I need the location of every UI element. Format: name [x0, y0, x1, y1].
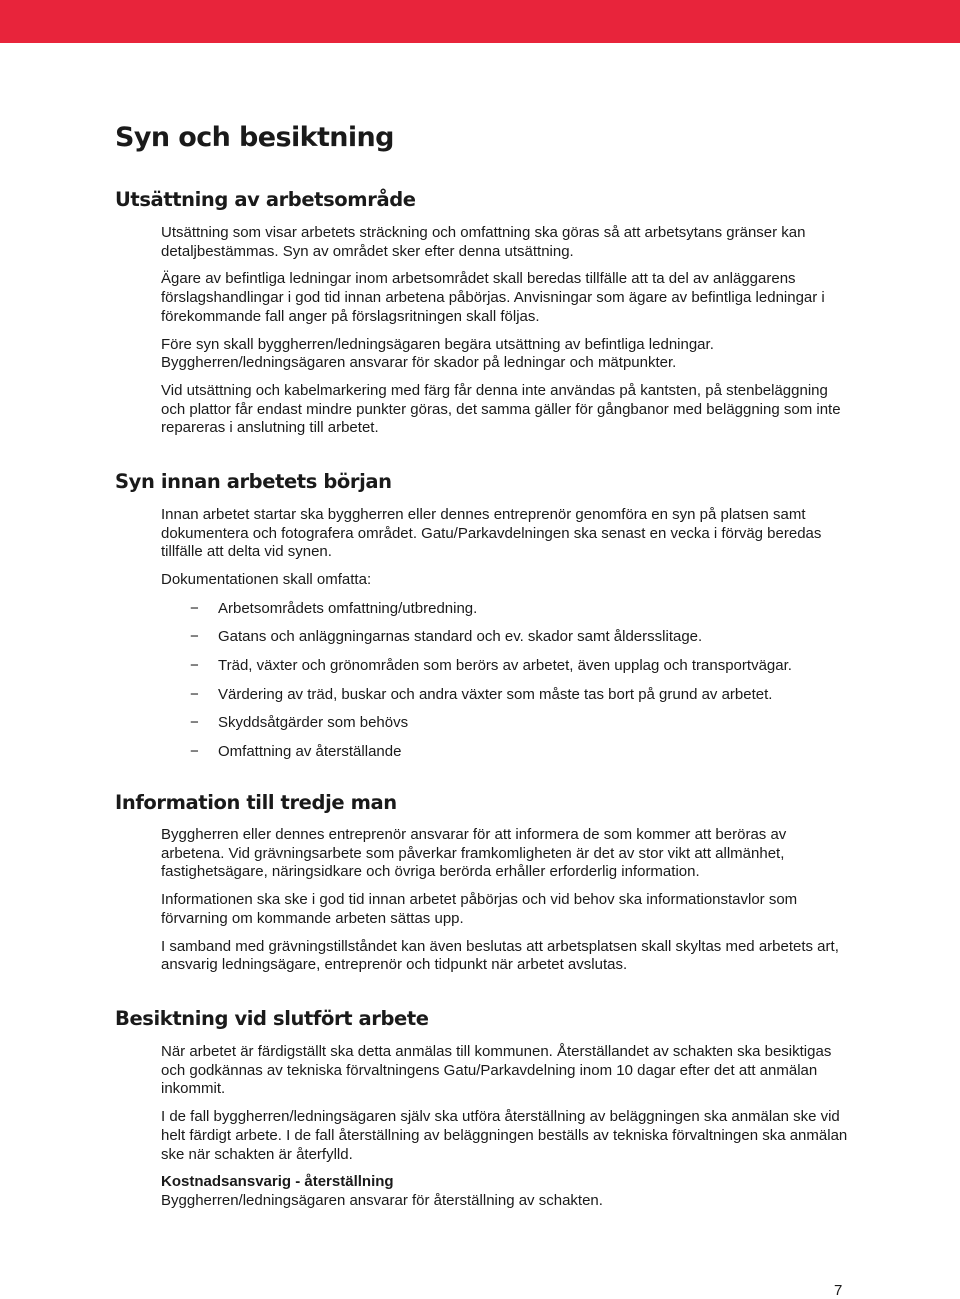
paragraph: I samband med grävningstillståndet kan även beslutas att arbetsplatsen skall skyltas med arbetets art, ansvarig ledningsägare, entreprenör och tidpunkt när arbetet avslutas. — [161, 937, 839, 974]
cost-responsibility-text: Byggherren/ledningsägaren ansvarar för återställning av schakten. — [161, 1191, 603, 1209]
paragraph: Ägare av befintliga ledningar inom arbetsområdet skall beredas tillfälle att ta del av anläggarens förslagshandlingar i god tid innan arbetena påbörjas. Anvisningar som ägare av befintliga ledningar i förekommande fall anger på förslagsritningen skall följas. — [161, 270, 825, 325]
dash-marker: − — [190, 714, 199, 732]
list-item-text: Skyddsåtgärder som behövs — [218, 714, 409, 732]
dash-marker: − — [190, 742, 199, 760]
page-title: Syn och besiktning — [115, 122, 394, 153]
list-item — [161, 714, 861, 743]
cost-responsibility — [161, 1173, 851, 1210]
top-accent-bar — [0, 0, 960, 43]
section-body-syn-innan — [161, 506, 861, 771]
paragraph: Byggherren eller dennes entreprenör ansvarar för att informera de som kommer att beröras av arbetena. Vid grävningsarbete som påverkar framkomligheten är det av stor vikt att allmänhet, fastighetsägare, näringsidkare och övriga berörda erhåller erforderlig information. — [161, 826, 787, 881]
section-heading-information: Information till tredje man — [115, 791, 397, 814]
list-item — [161, 657, 861, 686]
documentation-list — [161, 600, 861, 772]
list-item-text: Träd, växter och grönområden som berörs av arbetet, även upplag och transportvägar. — [218, 657, 792, 674]
paragraph: Innan arbetet startar ska byggherren eller dennes entreprenör genomföra en syn på platsen samt dokumentera och fotografera området. Gatu/Parkavdelningen ska senast en vecka i förväg beredas tillfälle att delta vid synen. — [161, 506, 822, 561]
dash-marker: − — [190, 685, 199, 703]
list-item-text: Gatans och anläggningarnas standard och ev. skador samt åldersslitage. — [218, 628, 703, 646]
section-heading-syn-innan: Syn innan arbetets början — [115, 470, 392, 493]
paragraph: I de fall byggherren/ledningsägaren själv ska utföra återställning av beläggningen ska anmälan ske vid helt färdigt arbete. I de fall återställning av beläggningen beställs av tekniska förvaltningen ska anmälan ske när schakten är återfylld. — [161, 1108, 848, 1163]
section-heading-utsattning: Utsättning av arbetsområde — [115, 188, 416, 211]
list-item — [161, 686, 861, 715]
paragraph: Dokumentationen skall omfatta: — [161, 571, 372, 589]
section-body-utsattning — [161, 224, 851, 447]
paragraph: Utsättning som visar arbetets sträckning och omfattning ska göras så att arbetsytans gränser kan detaljbestämmas. Syn av området sker efter denna utsättning. — [161, 224, 806, 260]
list-item — [161, 600, 861, 629]
page-number: 7 — [834, 1282, 843, 1299]
section-heading-besiktning: Besiktning vid slutfört arbete — [115, 1007, 429, 1030]
paragraph: När arbetet är färdigställt ska detta anmälas till kommunen. Återställandet av schakten ska besiktigas och godkännas av tekniska förvaltningens Gatu/Parkavdelning inom 10 dagar efter det att anmälan inkommit. — [161, 1043, 832, 1098]
paragraph: Informationen ska ske i god tid innan arbetet påbörjas och vid behov ska informationstavlor som förvarning om kommande arbeten sättas upp. — [161, 891, 798, 927]
list-item-text: Arbetsområdets omfattning/utbredning. — [218, 599, 478, 617]
list-item-text: Värdering av träd, buskar och andra växter som måste tas bort på grund av arbetet. — [218, 685, 773, 703]
list-item — [161, 628, 861, 657]
section-body-besiktning — [161, 1043, 851, 1220]
paragraph: Vid utsättning och kabelmarkering med färg får denna inte användas på kantsten, på stenbeläggning och plattor får endast mindre punkter göras, det samma gäller för gångbanor med beläggning som inte repareras i anslutning till arbetet. — [161, 381, 841, 437]
list-item-text: Omfattning av återställande — [218, 742, 402, 760]
list-item — [161, 743, 861, 772]
dash-marker: − — [190, 657, 199, 674]
dash-marker: − — [190, 628, 199, 646]
paragraph: Före syn skall byggherren/ledningsägaren begära utsättning av befintliga ledningar. Byggherren/ledningsägaren ansvarar för skador på ledningar och mätpunkter. — [161, 335, 714, 372]
cost-responsibility-label: Kostnadsansvarig - återställning — [161, 1173, 394, 1191]
section-body-information — [161, 826, 851, 984]
dash-marker: − — [190, 599, 199, 617]
